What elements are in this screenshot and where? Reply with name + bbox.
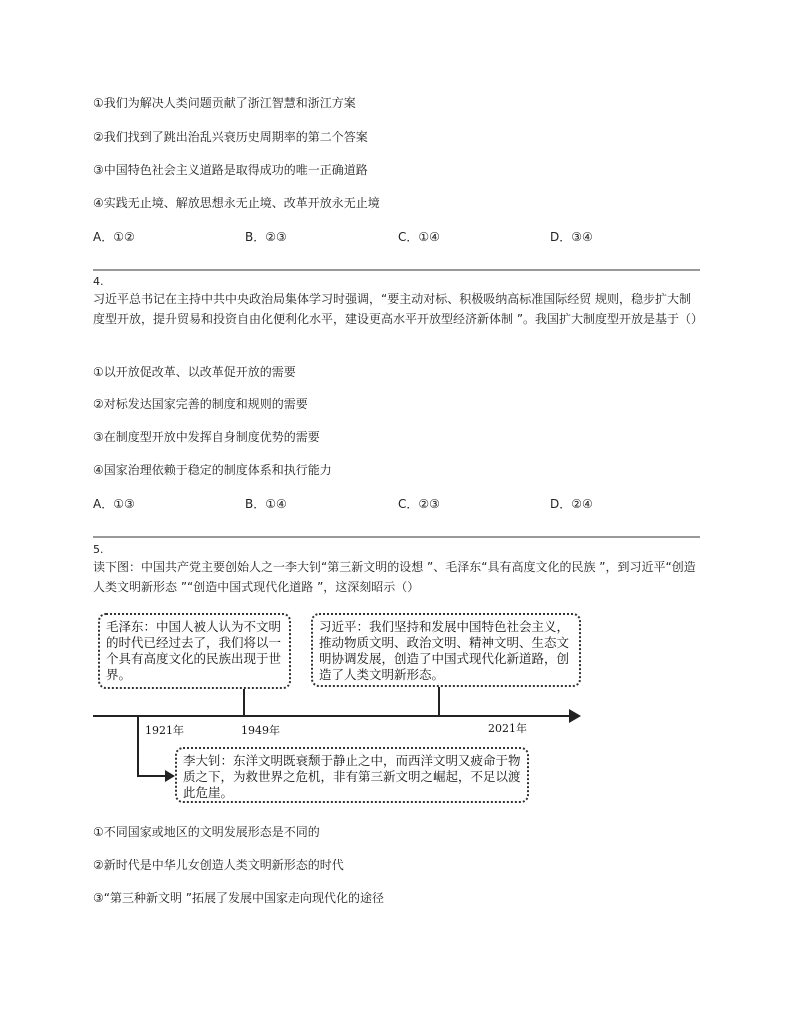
q3-option-c[interactable]: C．①④ <box>398 230 440 244</box>
q3-item-2: ②我们找到了跳出治乱兴衰历史周期率的第二个答案 <box>93 130 368 144</box>
q5-item-3: ③“第三种新文明 ”拓展了发展中国家走向现代化的途径 <box>93 891 385 905</box>
q3-option-b[interactable]: B．②③ <box>245 230 287 244</box>
mao-connector <box>243 689 245 715</box>
q3-option-d[interactable]: D．③④ <box>550 230 593 244</box>
q4-option-d[interactable]: D．②④ <box>550 497 593 511</box>
mao-quote-box: 毛泽东：中国人被人认为不文明的时代已经过去了，我们将以一个具有高度文化的民族出现于世界。 <box>98 613 291 689</box>
q3-item-4: ④实践无止境、解放思想永无止境、改革开放永无止境 <box>93 196 380 210</box>
q4-item-1: ①以开放促改革、以改革促开放的需要 <box>93 365 296 379</box>
li-arrowhead <box>165 770 175 782</box>
divider <box>93 269 700 271</box>
q4-stem: 习近平总书记在主持中共中央政治局集体学习时强调，“要主动对标、积极吸纳高标准国际经贸 规则，稳步扩大制度型开放，提升贸易和投资自由化便利化水平，建设更高水平开放型经济新体制 ”。我国扩大制度型开放是基于（） <box>93 292 704 326</box>
q4-option-c[interactable]: C．②③ <box>398 497 440 511</box>
divider <box>93 536 700 538</box>
q4-number: 4. <box>93 275 104 288</box>
q5-number: 5. <box>93 543 104 556</box>
q5-item-2: ②新时代是中华儿女创造人类文明新形态的时代 <box>93 858 344 872</box>
xi-connector <box>438 687 440 715</box>
li-quote-box: 李大钊：东洋文明既衰颓于静止之中，而西洋文明又疲命于物质之下，为救世界之危机，非有第三新文明之崛起，不足以渡此危崖。 <box>175 747 529 803</box>
q4-item-4: ④国家治理依赖于稳定的制度体系和执行能力 <box>93 463 332 477</box>
li-connector-h <box>137 775 167 777</box>
year-1921: 1921年 <box>145 724 184 737</box>
q3-option-a[interactable]: A．①② <box>93 230 135 244</box>
xi-quote-box: 习近平：我们坚持和发展中国特色社会主义，推动物质文明、政治文明、精神文明、生态文明协调发展，创造了中国式现代化新道路，创造了人类文明新形态。 <box>311 613 581 687</box>
timeline-diagram <box>93 605 588 805</box>
q5-stem: 读下图：中国共产党主要创始人之一李大钊“第三新文明的设想 ”、毛泽东“具有高度文化的民族 ”，到习近平“创造人类文明新形态 ”“创造中国式现代化道路 ”，这深刻昭示（） <box>93 560 696 594</box>
q4-option-b[interactable]: B．①④ <box>245 497 287 511</box>
q3-item-1: ①我们为解决人类问题贡献了浙江智慧和浙江方案 <box>93 96 356 110</box>
year-1949: 1949年 <box>241 724 280 737</box>
timeline-arrow <box>569 709 581 723</box>
q5-item-1: ①不同国家或地区的文明发展形态是不同的 <box>93 825 320 839</box>
q4-item-2: ②对标发达国家完善的制度和规则的需要 <box>93 397 308 411</box>
q3-item-3: ③中国特色社会主义道路是取得成功的唯一正确道路 <box>93 163 368 177</box>
timeline-axis <box>93 715 571 717</box>
li-connector <box>137 715 139 777</box>
q4-item-3: ③在制度型开放中发挥自身制度优势的需要 <box>93 430 320 444</box>
q4-option-a[interactable]: A．①③ <box>93 497 135 511</box>
year-2021: 2021年 <box>488 722 527 735</box>
